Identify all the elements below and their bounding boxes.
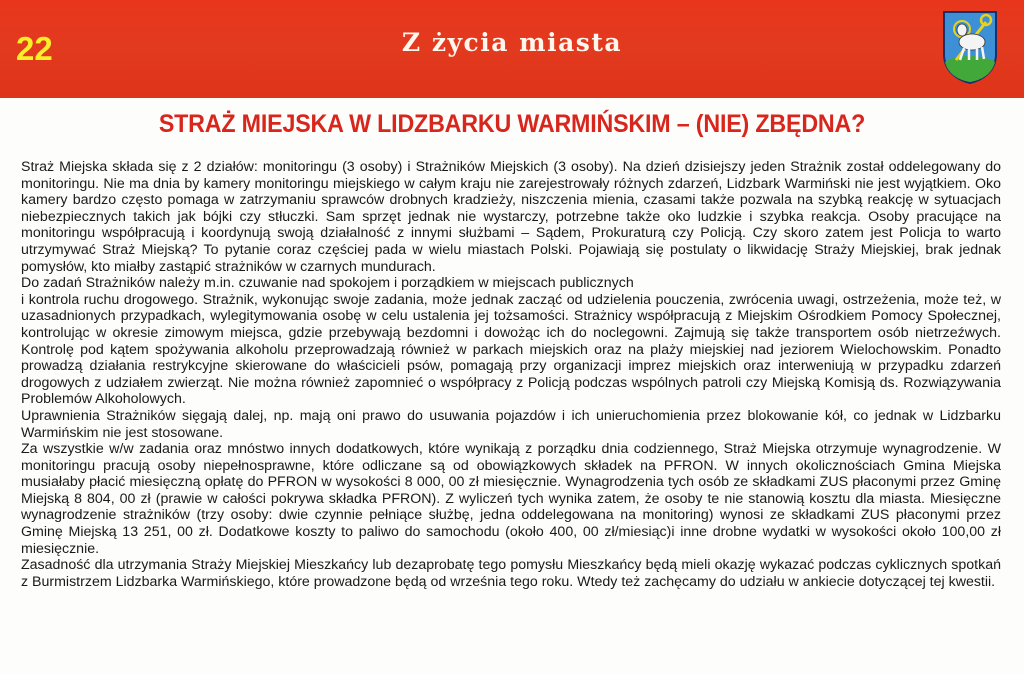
article-paragraph: Zasadność dla utrzymania Straży Miejskiej Mieszkańcy lub dezaprobatę tego pomysłu Mieszkańcy będą mieli okazję wykazać podczas cyklicznych spotkań z Burmistrzem Lidzbarka Warmińskiego, które prowadzone będą od września tego roku. Wtedy też zachęcamy do udziału w ankiecie dotyczącej tej kwestii. <box>21 557 1001 590</box>
lidzbark-coat-of-arms-lamb-icon <box>942 10 998 84</box>
article-paragraph: Straż Miejska składa się z 2 działów: monitoringu (3 osoby) i Strażników Miejskich (3 osoby). Na dzień dzisiejszy jeden Strażnik został oddelegowany do monitoringu. Nie ma dnia by kamery monitoringu miejskiego w całym kraju nie zarejestrowały różnych zdarzeń, Lidzbark Warmiński nie jest wyjątkiem. Oko kamery bardzo często pomaga w zatrzymaniu sprawców drobnych kradzieży, niszczenia mienia, czasami także pozwala na szybką reakcję w sytuacjach niebezpiecznych takich jak bójki czy stłuczki. Sam sprzęt jednak nie wystarczy, potrzebne także oko ludzkie i szybka reakcja. Osoby pracujące na monitoringu współpracują i koordynują swoją działalność z innymi służbami – Sądem, Prokuraturą czy Policją. Czy skoro zatem jest Policja to warto utrzymywać Straż Miejską? To pytanie coraz częściej pada w wielu miastach Polski. Pojawiają się postulaty o likwidację Straży Miejskiej, brak jednak pomysłów, kto miałby zastąpić strażników w czarnych mundurach. <box>21 159 1001 275</box>
article-paragraph: i kontrola ruchu drogowego. Strażnik, wykonując swoje zadania, może jednak zacząć od udzielenia pouczenia, zwrócenia uwagi, ostrzeżenia, może też, w uzasadnionych przypadkach, wylegitymowania osobę w celu ustalenia jej tożsamości. Strażnicy współpracują z Miejskim Ośrodkiem Pomocy Społecznej, kontrolując w okresie zimowym miejsca, gdzie przebywają bezdomni i dowożąc ich do noclegowni. Zajmują się także transportem osób nietrzeźwych. Kontrolę pod kątem spożywania alkoholu przeprowadzają również w parkach miejskich oraz na plaży miejskiej nad jeziorem Wielochowskim. Ponadto prowadzą działania restrykcyjne skierowane do właścicieli psów, pomagają przy organizacji imprez miejskich oraz interweniują w przypadku zdarzeń drogowych z udziałem zwierząt. Nie można również zapomnieć o współpracy z Policją podczas wspólnych patroli czy Miejską Komisją ds. Rozwiązywania Problemów Alkoholowych. <box>21 291 1001 408</box>
page-number: 22 <box>16 30 53 67</box>
article-title: STRAŻ MIEJSKA W LIDZBARKU WARMIŃSKIM – (NIE) ZBĘDNA? <box>158 110 866 138</box>
article-paragraph: Do zadań Strażników należy m.in. czuwanie nad spokojem i porządkiem w miejscach publicznych <box>21 275 634 292</box>
article-paragraph: Uprawnienia Strażników sięgają dalej, np. mają oni prawo do usuwania pojazdów i ich unieruchomienia przez blokowanie kół, co jednak w Lidzbarku Warmińskim nie jest stosowane. <box>21 407 1001 441</box>
article-body <box>21 159 1001 590</box>
section-header-band <box>0 0 1024 98</box>
section-title: Z życia miasta <box>401 28 623 57</box>
article-paragraph: Za wszystkie w/w zadania oraz mnóstwo innych dodatkowych, które wynikają z porządku dnia codziennego, Straż Miejska otrzymuje wynagrodzenie. W monitoringu pracują osoby niepełnosprawne, które odliczane są od obowiązkowych składek na PFRON. W innych okolicznościach Gmina Miejska musiałaby płacić miesięczną opłatę do PFRON w wysokości 8 000, 00 zł miesięcznie. Wynagrodzenia tych osób ze składkami ZUS płaconymi przez Gminę Miejską 8 804, 00 zł (prawie w całości pokrywa składka PFRON). Z wyliczeń tych wynika zatem, że osoby te nie stanowią kosztu dla miasta. Miesięczne wynagrodzenie strażników (trzy osoby: dwie czynnie pełniące służbę, jedna oddelegowana na monitoring) wynosi ze składkami ZUS płaconymi przez Gminę Miejską 13 251, 00 zł. Dodatkowe koszty to paliwo do samochodu (około 400, 00 zł/miesiąc)i inne drobne wydatki w wysokości około 100,00 zł miesięcznie. <box>21 441 1001 557</box>
